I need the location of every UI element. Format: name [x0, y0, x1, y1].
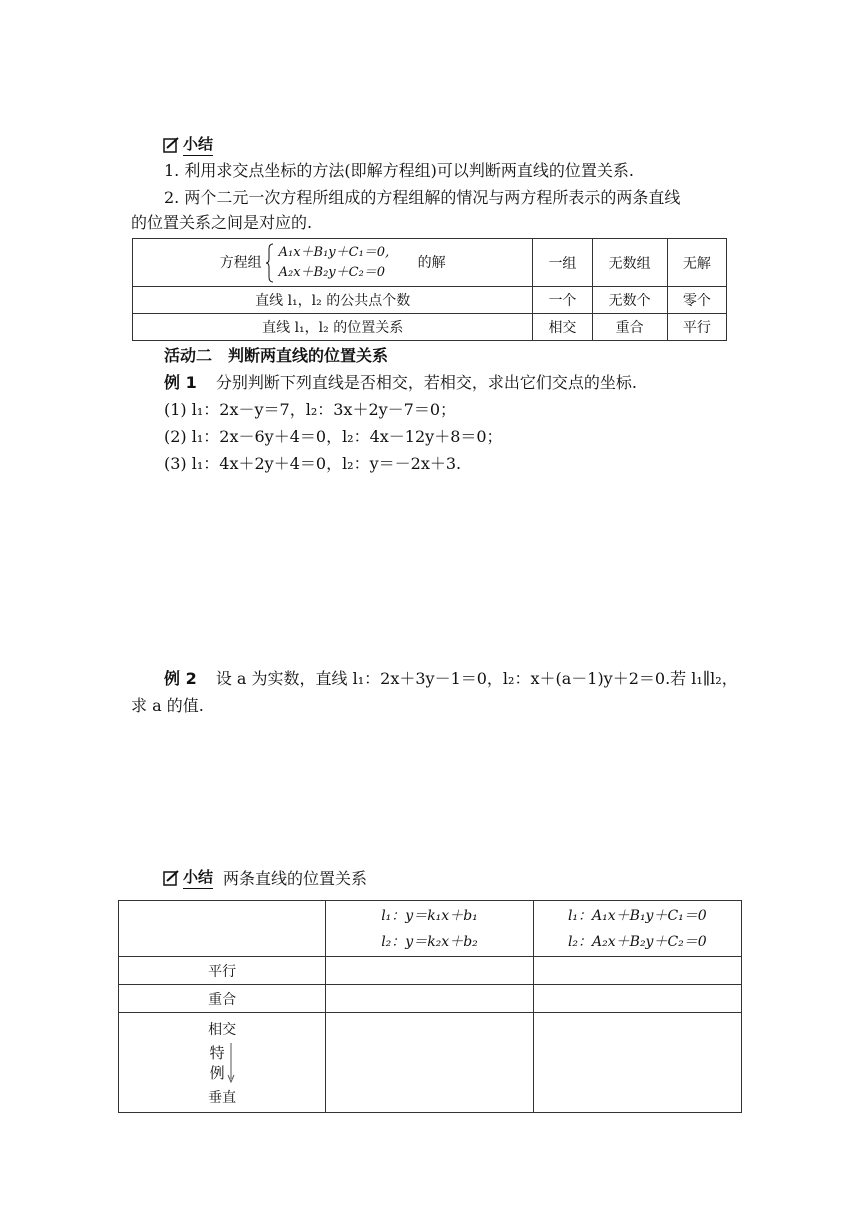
special-char-1: 特: [209, 1043, 225, 1062]
table-cell: [533, 957, 741, 985]
summary-point-2-cont: 的位置关系之间是对应的.: [131, 213, 313, 232]
table-cell: [326, 957, 533, 985]
table-cell: 无数组: [592, 239, 667, 287]
slope-form-header: [326, 901, 533, 957]
summary-point-2: 2. 两个二元一次方程所组成的方程组解的情况与两方程所表示的两条直线: [164, 188, 681, 207]
table-cell: 无数个: [592, 287, 667, 314]
general-form-l2: l₂：A₂x＋B₂y＋C₂＝0: [567, 933, 707, 950]
activity-title: 活动二 判断两直线的位置关系: [164, 346, 389, 365]
perpendicular-label: 垂直: [208, 1089, 237, 1106]
equation-2: A₂x＋B₂y＋C₂＝0: [278, 264, 386, 280]
special-case: [210, 1043, 235, 1083]
table-cell: [533, 985, 741, 1013]
intersect-label: 相交: [208, 1021, 237, 1038]
solution-correspondence-table: [132, 238, 727, 341]
example-1-item-3: (3) l₁：4x＋2y＋4＝0，l₂：y＝－2x＋3.: [164, 454, 462, 473]
special-char-2: 例: [209, 1063, 225, 1082]
table-cell: [533, 1013, 741, 1113]
slope-form-l2: l₂：y＝k₂x＋b₂: [381, 933, 478, 950]
system-cell: [133, 239, 533, 287]
example-2-label: 例 2: [164, 669, 197, 688]
summary-2-title: 两条直线的位置关系: [223, 869, 368, 888]
pencil-note-icon: [163, 869, 181, 887]
example-2-text: 设 a 为实数，直线 l₁：2x＋3y－1＝0，l₂：x＋(a－1)y＋2＝0.若 l₁∥l₂，: [215, 669, 738, 688]
table-header-empty: [119, 901, 326, 957]
example-2-cont: 求 a 的值.: [131, 696, 204, 715]
summary-badge-2: [163, 866, 367, 889]
row-label-coincident: 重合: [119, 985, 326, 1013]
summary-badge: [163, 133, 213, 156]
slope-form-l1: l₁：y＝k₁x＋b₁: [381, 907, 478, 924]
general-form-l1: l₁：A₁x＋B₁y＋C₁＝0: [567, 907, 707, 924]
line-position-table: [118, 900, 742, 1113]
example-1: [164, 372, 637, 394]
arrow-down-icon: [227, 1043, 235, 1083]
table-cell: 无解: [667, 239, 726, 287]
table-cell: 一组: [533, 239, 592, 287]
row-label-intersect: [119, 1013, 326, 1113]
pencil-note-icon: [163, 136, 181, 154]
summary-badge-label: 小结: [183, 866, 213, 889]
row-label-parallel: 平行: [119, 957, 326, 985]
table-cell: 零个: [667, 287, 726, 314]
table-cell: 重合: [592, 314, 667, 341]
left-brace-icon: [266, 243, 274, 283]
example-1-item-2: (2) l₁：2x－6y＋4＝0，l₂：4x－12y＋8＝0；: [164, 427, 503, 446]
table-cell: 相交: [533, 314, 592, 341]
table-cell: 一个: [533, 287, 592, 314]
summary-badge-label: 小结: [183, 133, 213, 156]
row-label: 直线 l₁，l₂ 的公共点个数: [133, 287, 533, 314]
equation-system: [279, 243, 390, 283]
summary-point-1: 1. 利用求交点坐标的方法(即解方程组)可以判断两直线的位置关系.: [164, 161, 634, 180]
example-1-label: 例 1: [164, 373, 197, 392]
row-label: 直线 l₁，l₂ 的位置关系: [133, 314, 533, 341]
general-form-header: [533, 901, 741, 957]
system-suffix: 的解: [417, 254, 446, 271]
table-cell: [326, 985, 533, 1013]
example-1-item-1: (1) l₁：2x－y＝7，l₂：3x＋2y－7＝0；: [164, 400, 457, 419]
table-cell: 平行: [667, 314, 726, 341]
system-prefix: 方程组: [219, 254, 262, 271]
table-cell: [326, 1013, 533, 1113]
example-1-text: 分别判断下列直线是否相交，若相交，求出它们交点的坐标.: [215, 373, 637, 392]
equation-1: A₁x＋B₁y＋C₁＝0,: [278, 244, 390, 260]
example-2: [164, 668, 738, 690]
